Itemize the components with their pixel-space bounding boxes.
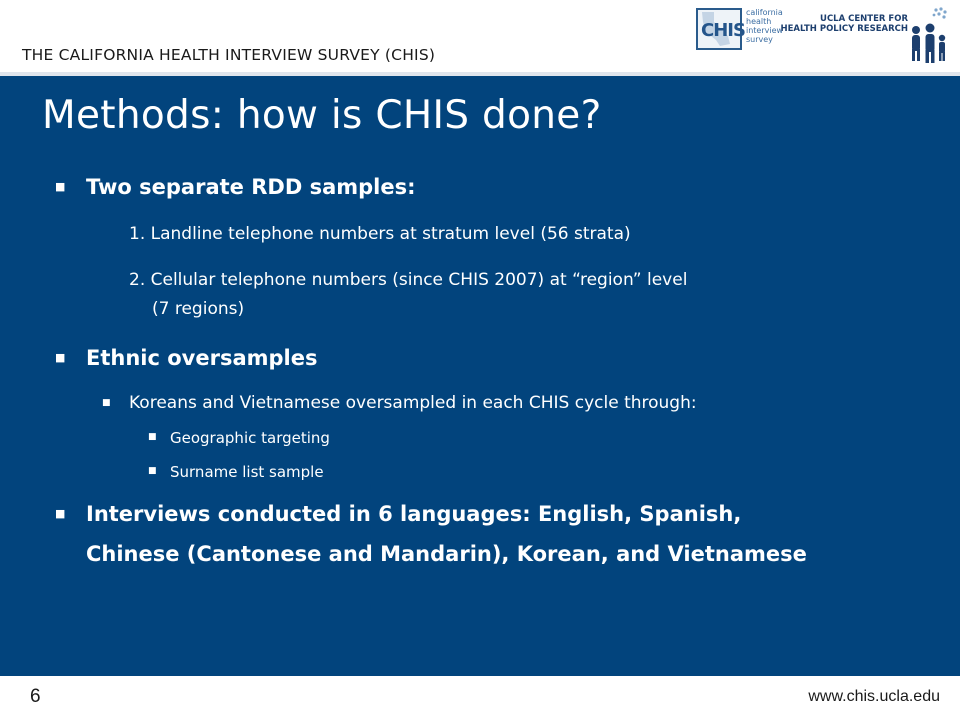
survey-title: THE CALIFORNIA HEALTH INTERVIEW SURVEY (CHIS) xyxy=(22,46,436,64)
bullet-level1-continuation: Chinese (Cantonese and Mandarin), Korean, and Vietnamese xyxy=(86,542,807,566)
ucla-logo-line: UCLA CENTER FOR xyxy=(820,14,908,24)
page-number: 6 xyxy=(30,686,41,707)
bullet-level1: Interviews conducted in 6 languages: English, Spanish, xyxy=(86,502,742,526)
bullet-level3: Geographic targeting xyxy=(170,429,330,447)
bullet-level2: Koreans and Vietnamese oversampled in each CHIS cycle through: xyxy=(129,393,697,413)
square-bullet-icon: ■ xyxy=(148,466,157,476)
ucla-logo-line: HEALTH POLICY RESEARCH xyxy=(780,24,908,34)
chis-logo-word: CHIS xyxy=(701,20,745,41)
numbered-item: 2. Cellular telephone numbers (since CHIS 2007) at “region” level xyxy=(129,270,688,290)
square-bullet-icon: ■ xyxy=(102,398,111,408)
slide-footer xyxy=(0,676,960,720)
chis-logo-sub-line: interview xyxy=(746,26,784,35)
square-bullet-icon: ■ xyxy=(148,432,157,442)
website-url: www.chis.ucla.edu xyxy=(808,688,940,705)
square-bullet-icon: ■ xyxy=(55,507,66,520)
chis-logo-sub-line: health xyxy=(746,17,772,26)
square-bullet-icon: ■ xyxy=(55,351,66,364)
bullet-level3: Surname list sample xyxy=(170,463,324,481)
chis-logo-sub-line: survey xyxy=(746,35,773,44)
bullet-level1: Two separate RDD samples: xyxy=(86,175,416,199)
numbered-item: 1. Landline telephone numbers at stratum level (56 strata) xyxy=(129,224,631,244)
slide-title: Methods: how is CHIS done? xyxy=(42,93,602,138)
chis-logo-sub-line: california xyxy=(746,8,783,17)
numbered-item-continuation: (7 regions) xyxy=(152,299,245,319)
bullet-level1: Ethnic oversamples xyxy=(86,346,318,370)
square-bullet-icon: ■ xyxy=(55,180,66,193)
